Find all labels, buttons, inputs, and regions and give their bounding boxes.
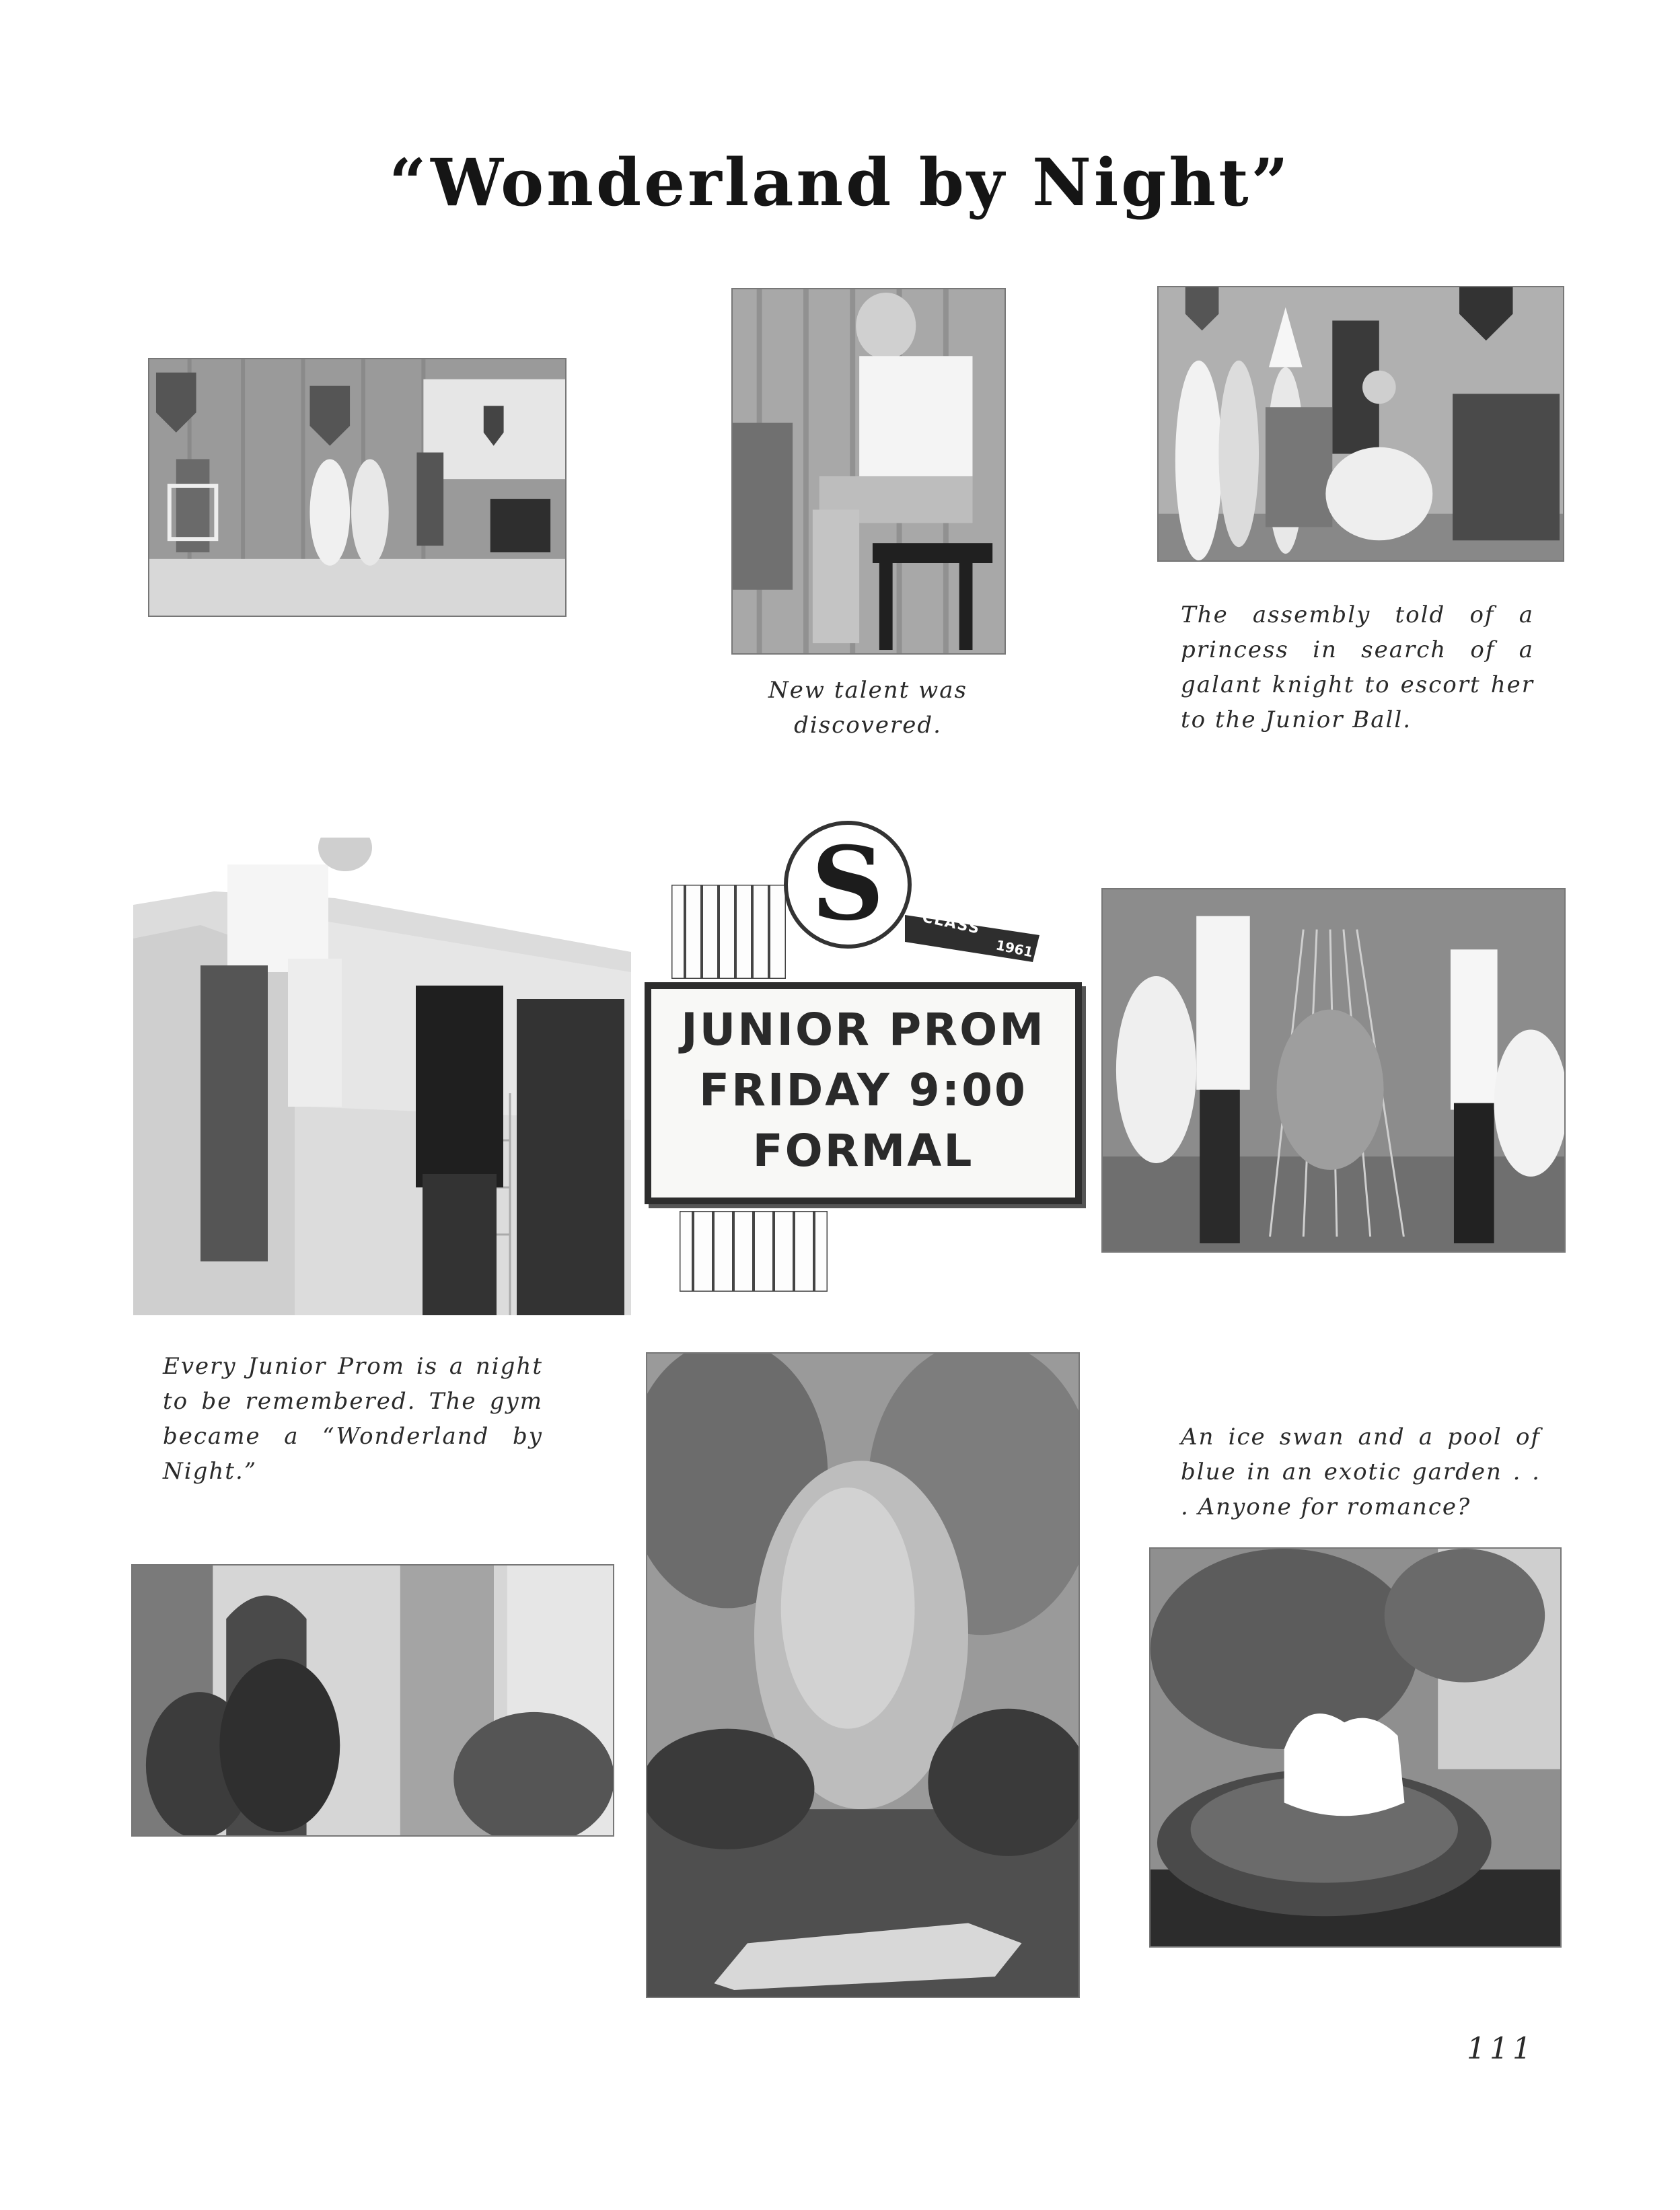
sign-board <box>645 982 1082 1204</box>
junior-prom-sign <box>639 821 1090 1292</box>
photo-ice-swan <box>1149 1547 1562 1948</box>
photo-decorating-crew <box>133 838 631 1315</box>
photo-stage-skit <box>148 358 567 617</box>
ribbon-year-label: 1961 <box>994 936 1035 961</box>
photo-prom-couples <box>1101 888 1566 1253</box>
page-number: 111 <box>1467 2032 1535 2066</box>
photo-rock-garden <box>646 1352 1080 1998</box>
photo-piano-player <box>731 288 1006 655</box>
sign-posts-bottom-graphic <box>680 1211 828 1292</box>
caption-new-talent: New talent was discovered. <box>768 677 967 739</box>
sign-line-2: FRIDAY 9:00 <box>699 1064 1027 1116</box>
photo-princess-assembly <box>1157 286 1564 562</box>
caption-ice-swan: An ice swan and a pool of blue in an exotic garden . . . Anyone for romance? <box>1181 1424 1541 1520</box>
sign-line-1: JUNIOR PROM <box>681 1004 1046 1056</box>
photo-garden-archway <box>131 1564 614 1837</box>
caption-assembly: The assembly told of a princess in search of a galant knight to escort her to the Junior Ball. <box>1181 601 1534 733</box>
sign-posts-top-graphic <box>671 885 786 979</box>
caption-every-prom: Every Junior Prom is a night to be remembered. The gym became a “Wonderland by Night.” <box>163 1353 543 1485</box>
ribbon-class-label: CLASS <box>920 909 982 938</box>
s-emblem-icon: S <box>784 821 912 949</box>
sign-line-3: FORMAL <box>752 1125 974 1177</box>
page-title: “Wonderland by Night” <box>389 145 1291 221</box>
